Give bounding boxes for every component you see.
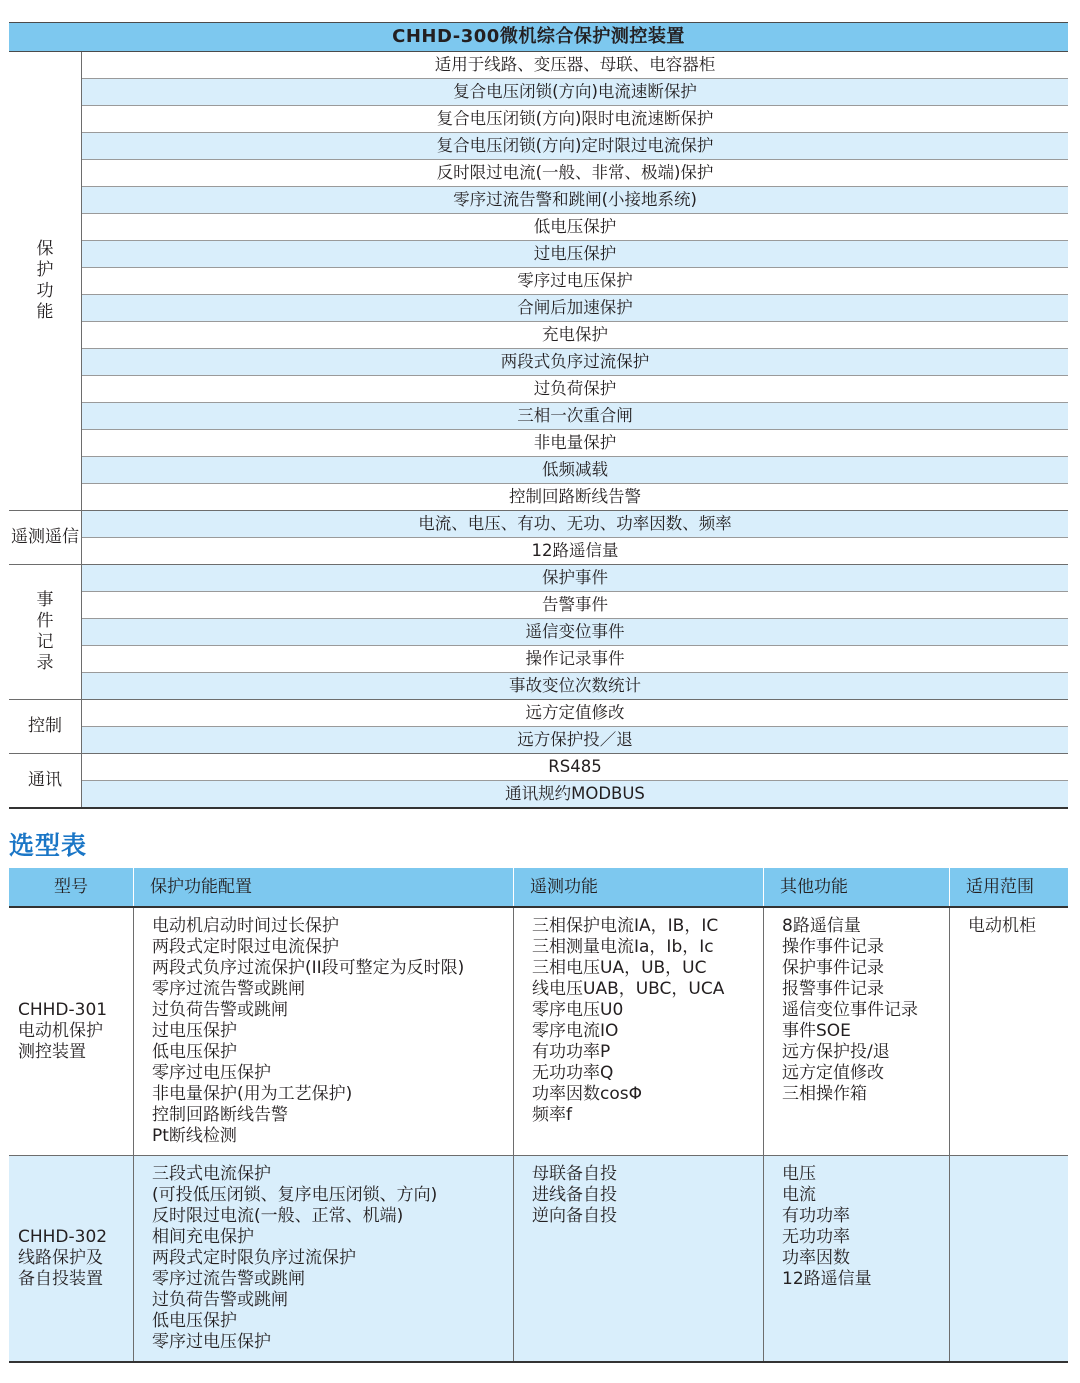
protection-cell-lines [152,1164,505,1353]
cell-line: 控制回路断线告警 [152,1105,288,1125]
cell-line: 远方保护投/退 [782,1042,890,1062]
cell-line: 测控装置 [18,1042,86,1062]
cell-line: 低电压保护 [152,1042,237,1062]
cell-line: Pt断线检测 [152,1126,237,1146]
selection-header-row [9,868,1068,908]
cell-line: 零序过流告警或跳闸 [152,979,305,999]
cell-line: 两段式定时限负序过流保护 [152,1248,356,1268]
feature-item: 保护事件 [82,565,1068,591]
feature-group [9,565,1068,700]
cell-line: CHHD-301 [18,1000,108,1020]
feature-table-body [9,52,1068,809]
telemetry-cell-lines [532,916,755,1126]
cell-line: 8路遥信量 [782,916,861,936]
feature-item: 三相一次重合闸 [82,402,1068,429]
header-scope: 适用范围 [966,877,1034,897]
feature-table-title: CHHD-300微机综合保护测控装置 [9,22,1068,52]
telemetry-cell-lines [532,1164,755,1227]
model-cell-lines [18,1227,107,1290]
cell-line: 有功功率 [782,1206,850,1226]
feature-item: 告警事件 [82,591,1068,618]
cell-line: 遥信变位事件记录 [782,1000,918,1020]
scope-cell [950,1156,1068,1361]
cell-line: 报警事件记录 [782,979,884,999]
cell-line: 无功功率 [782,1227,850,1247]
feature-item: 远方保护投／退 [82,726,1068,753]
cell-line: 零序电流IO [532,1021,619,1041]
feature-item: 复合电压闭锁(方向)电流速断保护 [82,78,1068,105]
feature-item: 遥信变位事件 [82,618,1068,645]
cell-line: 零序过电压保护 [152,1332,271,1352]
telemetry-cell [514,1156,764,1361]
other-cell-lines [782,916,941,1105]
cell-line: CHHD-302 [18,1227,108,1247]
cell-line: 两段式定时限过电流保护 [152,937,339,957]
scope-cell-lines [968,916,1060,937]
cell-line: 保护事件记录 [782,958,884,978]
feature-item: 两段式负序过流保护 [82,348,1068,375]
feature-group [9,754,1068,809]
header-other: 其他功能 [764,868,950,906]
feature-group-name [9,52,82,510]
feature-item: 过负荷保护 [82,375,1068,402]
feature-item: 零序过电压保护 [82,267,1068,294]
feature-items [82,52,1068,510]
cell-line: 零序过电压保护 [152,1063,271,1083]
feature-table [9,22,1068,809]
model-cell [9,1156,134,1361]
feature-item: 控制回路断线告警 [82,483,1068,510]
cell-line: 功率因数 [782,1248,850,1268]
cell-line: 电流 [782,1185,816,1205]
telemetry-cell [514,908,764,1155]
feature-item: 充电保护 [82,321,1068,348]
cell-line: 线电压UAB，UBC，UCA [532,979,725,999]
feature-group-label: 遥测遥信 [11,527,79,547]
header-model: 型号 [9,868,134,906]
feature-group [9,52,1068,511]
feature-item: 零序过流告警和跳闸(小接地系统) [82,186,1068,213]
cell-line: 事件SOE [782,1021,851,1041]
selection-table [9,868,1068,1363]
cell-line: 功率因数cosΦ [532,1084,642,1104]
feature-item: RS485 [548,757,602,776]
protection-cell [134,908,514,1155]
cell-line: 远方定值修改 [782,1063,884,1083]
cell-line: (可投低压闭锁、复序电压闭锁、方向) [152,1185,438,1205]
feature-item: 事故变位次数统计 [82,672,1068,699]
feature-items [82,700,1068,753]
cell-line: 低电压保护 [152,1311,237,1331]
feature-item: 非电量保护 [82,429,1068,456]
cell-line: 电动机启动时间过长保护 [152,916,339,936]
feature-item: 低电压保护 [82,213,1068,240]
feature-group [9,511,1068,565]
feature-item: 复合电压闭锁(方向)限时电流速断保护 [82,105,1068,132]
cell-line: 无功功率Q [532,1063,614,1083]
cell-line: 备自投装置 [18,1269,103,1289]
feature-item: 过电压保护 [82,240,1068,267]
cell-line: 12路遥信量 [782,1269,872,1289]
protection-cell-lines [152,916,505,1147]
cell-line: 进线备自投 [532,1185,617,1205]
cell-line: 三相保护电流IA，IB，IC [532,916,719,936]
header-protection: 保护功能配置 [134,868,514,906]
feature-item: 复合电压闭锁(方向)定时限过电流保护 [82,132,1068,159]
selection-title: 选型表 [9,831,88,860]
cell-line: 逆向备自投 [532,1206,617,1226]
feature-items [82,565,1068,699]
feature-group-label: 保护功能 [36,239,54,322]
cell-line: 操作事件记录 [782,937,884,957]
cell-line: 频率f [532,1105,572,1125]
feature-group-label: 控制 [28,716,62,736]
scope-cell [950,908,1068,1155]
feature-item: 通讯规约MODBUS [82,780,1068,807]
selection-row [9,908,1068,1156]
header-telemetry: 遥测功能 [514,868,764,906]
cell-line: 过负荷告警或跳闸 [152,1290,288,1310]
cell-line: 电动机柜 [968,916,1036,936]
feature-group-name [9,511,82,564]
feature-item: 电流、电压、有功、无功、功率因数、频率 [82,511,1068,537]
cell-line: 过负荷告警或跳闸 [152,1000,288,1020]
cell-line: 电动机保护 [18,1021,103,1041]
feature-group [9,700,1068,754]
cell-line: 线路保护及 [18,1248,103,1268]
cell-line: 三相操作箱 [782,1084,867,1104]
feature-item: 低频减载 [82,456,1068,483]
feature-items [82,754,1068,807]
other-cell-lines [782,1164,941,1290]
cell-line: 三段式电流保护 [152,1164,271,1184]
model-cell-lines [18,1000,107,1063]
cell-line: 三相测量电流Ia，Ib，Ic [532,937,714,957]
other-cell [764,1156,950,1361]
cell-line: 母联备自投 [532,1164,617,1184]
feature-item: 合闸后加速保护 [82,294,1068,321]
feature-item: 适用于线路、变压器、母联、电容器柜 [434,55,716,74]
feature-group-name [9,700,82,753]
feature-item: 操作记录事件 [82,645,1068,672]
feature-group-label: 通讯 [28,770,62,790]
cell-line: 电压 [782,1164,816,1184]
selection-body [9,908,1068,1363]
cell-line: 有功功率P [532,1042,611,1062]
cell-line: 两段式负序过流保护(II段可整定为反时限) [152,958,465,978]
cell-line: 零序过流告警或跳闸 [152,1269,305,1289]
cell-line: 反时限过电流(一般、正常、机端) [152,1206,404,1226]
feature-items [82,511,1068,564]
cell-line: 零序电压U0 [532,1000,624,1020]
feature-item: 远方定值修改 [525,703,625,722]
feature-item: 12路遥信量 [82,537,1068,564]
cell-line: 过电压保护 [152,1021,237,1041]
feature-group-label: 事件记录 [36,590,54,673]
cell-line: 相间充电保护 [152,1227,254,1247]
feature-group-name [9,565,82,699]
feature-group-name [9,754,82,807]
other-cell [764,908,950,1155]
cell-line: 三相电压UA，UB，UC [532,958,707,978]
feature-item: 反时限过电流(一般、非常、极端)保护 [82,159,1068,186]
selection-row [9,1156,1068,1363]
model-cell [9,908,134,1155]
protection-cell [134,1156,514,1361]
cell-line: 非电量保护(用为工艺保护) [152,1084,353,1104]
